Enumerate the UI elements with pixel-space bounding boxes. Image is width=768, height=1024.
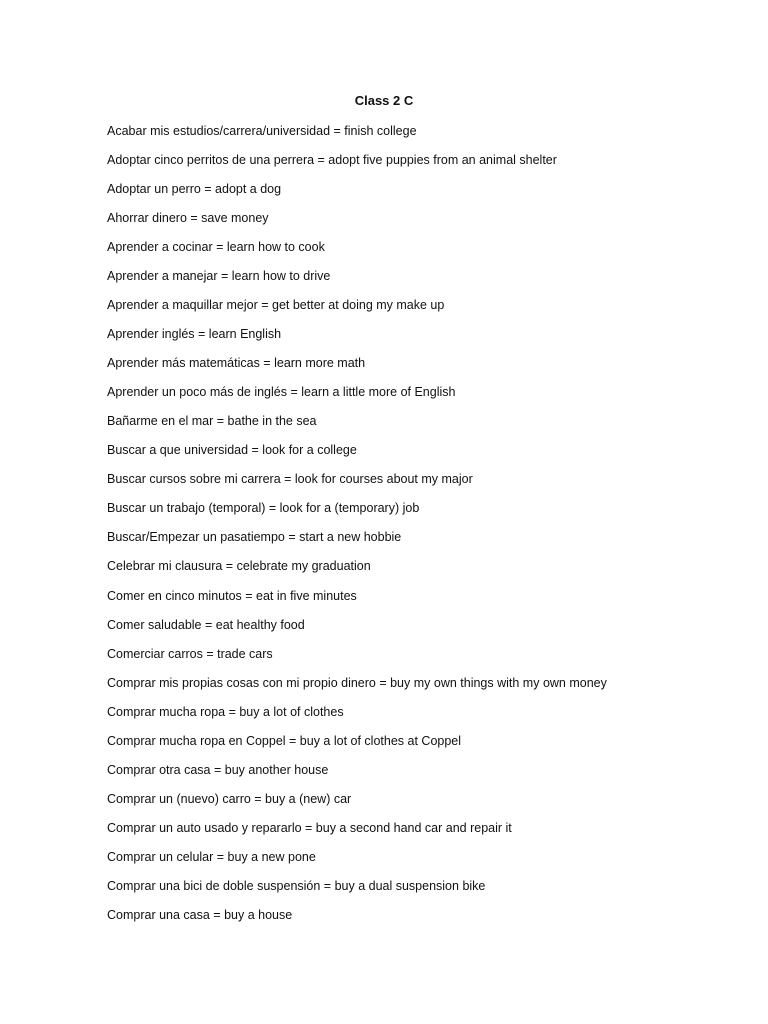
vocabulary-entry: Comer saludable = eat healthy food [107, 617, 305, 632]
vocabulary-entry: Aprender más matemáticas = learn more math [107, 356, 366, 371]
vocabulary-entry: Aprender inglés = learn English [107, 327, 282, 342]
vocabulary-entry: Buscar a que universidad = look for a college [107, 443, 357, 458]
vocabulary-entry: Comprar una bici de doble suspensión = buy a dual suspension bike [107, 878, 486, 893]
vocabulary-entry: Comprar otra casa = buy another house [107, 762, 329, 777]
vocabulary-entry: Buscar un trabajo (temporal) = look for a (temporary) job [107, 501, 420, 516]
vocabulary-entry: Adoptar un perro = adopt a dog [107, 182, 282, 197]
vocabulary-entry: Comer en cinco minutos = eat in five minutes [107, 588, 357, 603]
vocabulary-entry: Aprender a cocinar = learn how to cook [107, 240, 325, 255]
vocabulary-entry: Comprar un auto usado y repararlo = buy a second hand car and repair it [107, 820, 512, 835]
vocabulary-entry: Comprar una casa = buy a house [107, 907, 293, 922]
vocabulary-entry: Buscar/Empezar un pasatiempo = start a new hobbie [107, 530, 402, 545]
vocabulary-list [107, 121, 747, 934]
vocabulary-entry: Comprar mucha ropa = buy a lot of clothes [107, 704, 344, 719]
vocabulary-entry: Adoptar cinco perritos de una perrera = adopt five puppies from an animal shelter [107, 153, 557, 168]
vocabulary-entry: Aprender a maquillar mejor = get better at doing my make up [107, 298, 445, 313]
vocabulary-entry: Aprender a manejar = learn how to drive [107, 269, 331, 284]
vocabulary-entry: Bañarme en el mar = bathe in the sea [107, 414, 317, 429]
vocabulary-entry: Acabar mis estudios/carrera/universidad = finish college [107, 124, 417, 138]
vocabulary-entry: Comprar mucha ropa en Coppel = buy a lot of clothes at Coppel [107, 733, 462, 748]
vocabulary-entry: Ahorrar dinero = save money [107, 211, 269, 226]
vocabulary-entry: Celebrar mi clausura = celebrate my graduation [107, 559, 371, 574]
vocabulary-entry: Comprar un (nuevo) carro = buy a (new) car [107, 791, 352, 806]
vocabulary-entry: Comprar mis propias cosas con mi propio dinero = buy my own things with my own money [107, 675, 607, 690]
vocabulary-entry: Comerciar carros = trade cars [107, 646, 273, 661]
vocabulary-entry: Aprender un poco más de inglés = learn a little more of English [107, 385, 456, 400]
document-title: Class 2 C [354, 93, 414, 108]
vocabulary-entry: Buscar cursos sobre mi carrera = look for courses about my major [107, 472, 473, 487]
vocabulary-entry: Comprar un celular = buy a new pone [107, 849, 316, 864]
